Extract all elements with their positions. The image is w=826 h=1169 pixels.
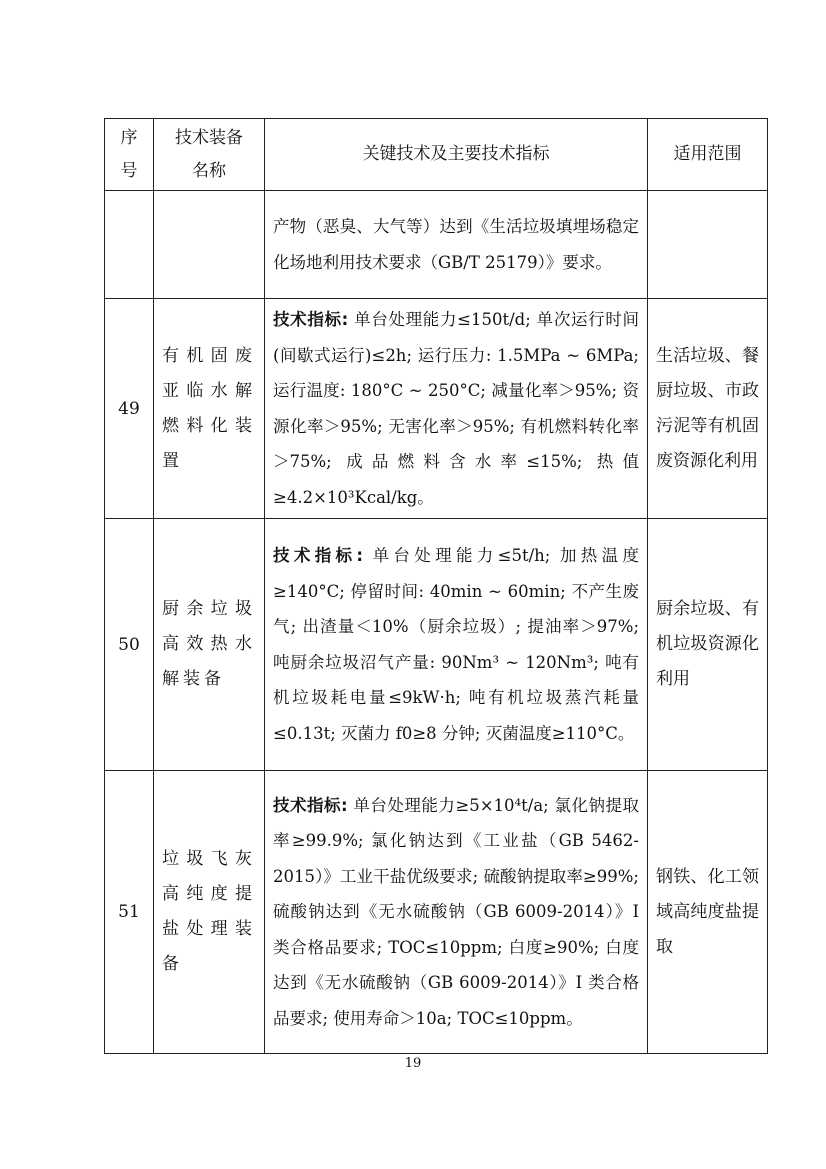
tech-label: 技术指标: [273,795,348,815]
row-scope-cell: 生活垃圾、餐厨垃圾、市政污泥等有机固废资源化利用 [648,299,768,519]
tech-label: 技术指标: [273,310,349,329]
row-tech-cell [265,191,648,299]
header-tech: 关键技术及主要技术指标 [265,119,648,191]
table-header-row [105,119,768,191]
tech-text: 单台处理能力≤150t/d; 单次运行时间(间歇式运行)≤2h; 运行压力: 1.5MPa ~ 6MPa; 运行温度: 180°C ~ 250°C; 减量化率＞95%; 资源化率＞95%; 无害化率＞95%; 有机燃料转化率＞75%; 成品燃料含水率≤15%; 热值≥4.2×10³Kcal/kg。 [273,310,639,507]
row-name-cell: 厨余垃圾高效热水解装备 [154,519,265,771]
tech-text: 产物（恶臭、大气等）达到《生活垃圾填埋场稳定化场地利用技术要求（GB/T 25179）》要求。 [273,217,639,272]
table-row [105,299,768,519]
tech-label: 技术指标: [273,546,363,565]
row-no-cell: 49 [105,299,154,519]
row-scope-cell: 钢铁、化工领域高纯度盐提取 [648,771,768,1054]
table-row [105,519,768,771]
table-row [105,191,768,299]
row-no-cell: 50 [105,519,154,771]
row-tech-cell [265,771,648,1054]
tech-text: 单台处理能力≥5×10⁴t/a; 氯化钠提取率≥99.9%; 氯化钠达到《工业盐（GB 5462-2015）》工业干盐优级要求; 硫酸钠提取率≥99%; 硫酸钠达到《无水硫酸钠（GB 6009-2014）》I 类合格品要求; TOC≤10ppm; 白度≥90%; 白度达到《无水硫酸钠（GB 6009-2014）》I 类合格品要求; 使用寿命＞10a; TOC≤10ppm。 [273,795,639,1028]
row-name-cell: 有机固废亚临水解燃料化装置 [154,299,265,519]
row-scope-cell: 厨余垃圾、有机垃圾资源化利用 [648,519,768,771]
row-scope-cell [648,191,768,299]
row-tech-cell [265,519,648,771]
header-no: 序号 [105,119,154,191]
row-no-cell [105,191,154,299]
row-no-cell: 51 [105,771,154,1054]
row-tech-cell [265,299,648,519]
header-name: 技术装备名称 [154,119,265,191]
row-name-cell: 垃圾飞灰高纯度提盐处理装备 [154,771,265,1054]
page-number: 19 [404,1056,422,1071]
table-row [105,771,768,1054]
equipment-table [104,118,768,1054]
tech-text: 单台处理能力≤5t/h; 加热温度≥140°C; 停留时间: 40min ~ 60min; 不产生废气; 出渣量＜10%（厨余垃圾）; 提油率＞97%; 吨厨余垃圾沼气产量: 90Nm³ ~ 120Nm³; 吨有机垃圾耗电量≤9kW·h; 吨有机垃圾蒸汽耗量≤0.13t; 灭菌力 f0≥8 分钟; 灭菌温度≥110°C。 [273,546,639,743]
row-name-cell [154,191,265,299]
header-scope: 适用范围 [648,119,768,191]
